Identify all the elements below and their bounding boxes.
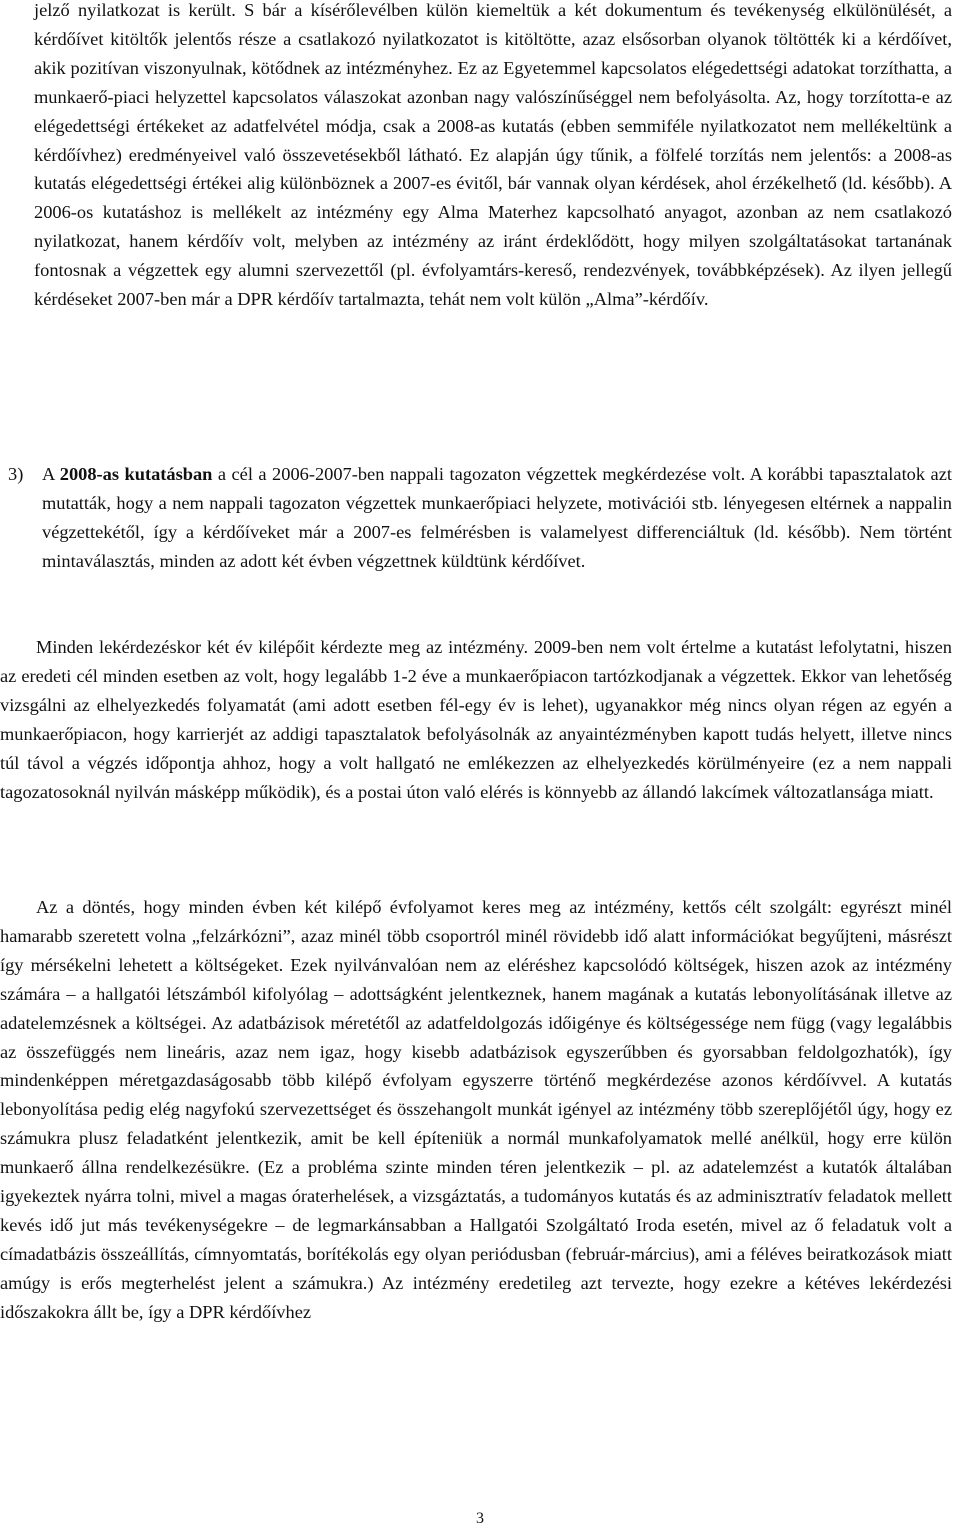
list-item-prefix: A (42, 464, 60, 484)
list-item-3 (8, 460, 952, 576)
paragraph-2 (0, 893, 952, 1327)
paragraph-1 (0, 633, 952, 806)
continuation-paragraph (34, 0, 952, 314)
paragraph-2-text: Az a döntés, hogy minden évben két kilépő évfolyamot keres meg az intézmény, kettős célt szolgált: egyrészt minél hamarabb szeretett volna „felzárkózni”, azaz minél több csoportról minél rövidebb idő alatt információkat begyűjteni, másrészt így mérsékelni lehetett a költségeket. Ezek nyilvánvalóan nem az eléréshez kapcsolódó költségek, hiszen azok az intézmény számára – a hallgatói létszámból kifolyólag – adottságként jelentkeznek, hanem magának a kutatás lebonyolításának illetve az adatelemzésnek a költségei. Az adatbázisok méretétől az adatfeldolgozás időigénye és költségessége nem függ (vagy legalábbis az összefüggés nem lineáris, azaz nem igaz, hogy kisebb adatbázisok egyszerűbben és gyorsabban feldolgozhatók), így mindenképpen méretgazdaságosabb több kilépő évfolyam egyszerre történő megkérdezése azonos kérdőívvel. A kutatás lebonyolítása pedig elég nagyfokú szervezettséget és összehangolt munkát igényel az intézmény több szereplőjétől úgy, hogy ez számukra plusz feladatként jelentkezik, amit be kell építeniük a normál munkafolyamatok mellé anélkül, hogy erre külön munkaerő állna rendelkezésükre. (Ez a probléma szinte minden téren jelentkezik – pl. az adatelemzést a kutatók általában igyekeztek nyárra tolni, mivel a magas óraterhelések, a vizsgáztatás, a tudományos kutatás és az adminisztratív feladatok mellett kevés idő jut más tevékenységekre – de legmarkánsabban a Hallgatói Szolgáltató Iroda esetén, mivel az ő feladatuk volt a címadatbázis összeállítás, címnyomtatás, borítékolás egy olyan periódusban (február-március), ami a féléves beiratkozások miatt amúgy is erős megterhelést jelent a számukra.) Az intézmény eredetileg azt tervezte, hogy ezekre a kétéves lekérdezési időszakokra állt be, így a DPR kérdőívhez (0, 897, 952, 1322)
bold-term: 2008-as kutatásban (59, 464, 213, 484)
list-item-body: a cél a 2006-2007-ben nappali tagozaton végzettek megkérdezése volt. A korábbi tapasztalatok azt mutatták, hogy a nem nappali tagozaton végzettek munkaerőpiaci helyzete, motivációi stb. lényegesen eltérnek a nappalin végzettekétől, így a kérdőíveket már a 2007-es felmérésben is valamelyest differenciáltuk (ld. később). Nem történt mintaválasztás, minden az adott két évben végzettnek küldtünk kérdőívet. (42, 464, 952, 571)
list-item-text (42, 460, 952, 576)
list-number: 3) (8, 464, 24, 484)
paragraph-1-text: Minden lekérdezéskor két év kilépőit kérdezte meg az intézmény. 2009-ben nem volt értelme a kutatást lefolytatni, hiszen az eredeti cél minden esetben az volt, hogy legalább 1-2 éve a munkaerőpiacon tartózkodjanak a végzettek. Ekkor van lehetőség vizsgálni az elhelyezkedés folyamatát (ami adott esetben fél-egy év is lehet), ugyanakkor még nincs olyan régen az egyén a munkaerőpiacon, hogy karrierjét az addigi tapasztalatok befolyásolnák az anyaintézményben kapott tudás helyett, illetve nincs túl távol a végzés időpontja ahhoz, hogy a volt hallgató ne emlékezzen az elhelyezkedés körülményeire (ez a nem nappali tagozatosoknál nyilván másképp működik), és a postai úton való elérés is könnyebb az állandó lakcímek változatlansága miatt. (0, 637, 952, 802)
page-number: 3 (476, 1510, 484, 1527)
continuation-text: jelző nyilatkozat is került. S bár a kísérőlevélben külön kiemeltük a két dokumentum és tevékenység elkülönülését, a kérdőívet kitöltők jelentős része a csatlakozó nyilatkozatot is kitöltötte, azaz elsősorban olyanok töltötték ki a kérdőívet, akik pozitívan viszonyulnak, kötődnek az intézményhez. Ez az Egyetemmel kapcsolatos elégedettségi adatokat torzíthatta, a munkaerő-piaci helyzettel kapcsolatos válaszokat azonban nagy valószínűséggel nem befolyásolta. Az, hogy torzította-e az elégedettségi értékeket az adatfelvétel módja, csak a 2008-as kutatás (ebben semmiféle nyilatkozatot nem mellékeltünk a kérdőívhez) eredményeivel való összevetésekből látható. Ez alapján úgy tűnik, a fölfelé torzítás nem jelentős: a 2008-as kutatás elégedettségi értékei alig különböznek a 2007-es évitől, bár vannak olyan kérdések, ahol érzékelhető (ld. később). A 2006-os kutatáshoz is mellékelt az intézmény egy Alma Materhez kapcsolható anyagot, azonban az nem csatlakozó nyilatkozat, hanem kérdőív volt, melyben az intézmény az iránt érdeklődött, hogy milyen szolgáltatásokat tartanának fontosnak a végzettek egy alumni szervezettől (pl. évfolyamtárs-kereső, rendezvények, továbbképzések). Az ilyen jellegű kérdéseket 2007-ben már a DPR kérdőív tartalmazta, tehát nem volt külön „Alma”-kérdőív. (34, 0, 952, 310)
